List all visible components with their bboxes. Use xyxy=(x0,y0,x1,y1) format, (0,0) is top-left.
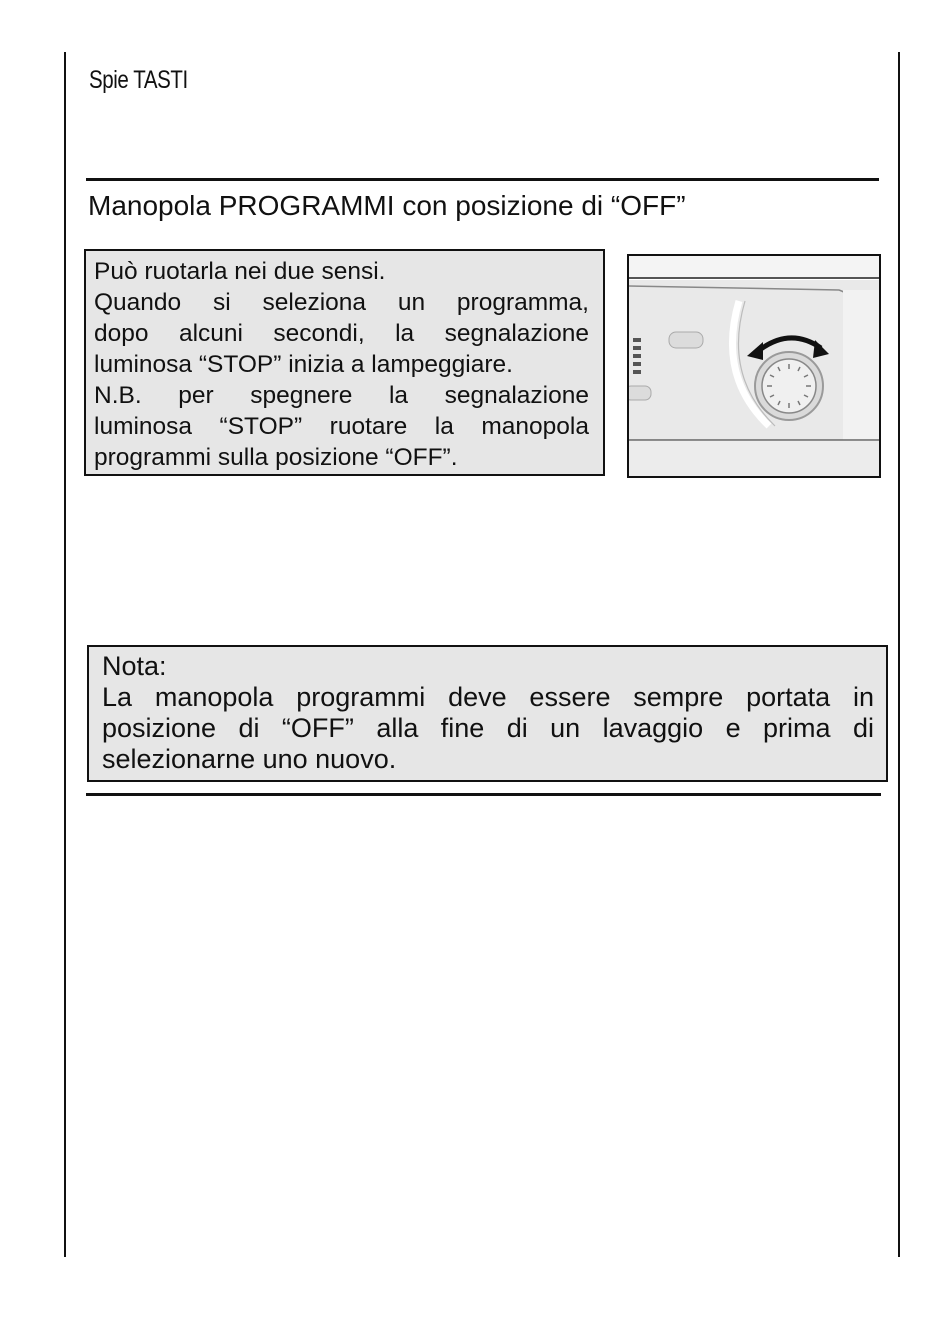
bottom-divider xyxy=(86,793,881,796)
note-label: Nota: xyxy=(102,651,167,681)
program-knob-illustration-svg xyxy=(629,256,879,476)
info-line: N.B. per spegnere la segnalazione xyxy=(94,382,589,409)
section-title: Manopola PROGRAMMI con posizione di “OFF” xyxy=(88,190,686,221)
left-margin-line xyxy=(64,52,66,1257)
info-line: dopo alcuni secondi, la segnalazione xyxy=(94,320,589,347)
info-line: Può ruotarla nei due sensi. xyxy=(94,258,386,285)
note-line: posizione di “OFF” alla fine di un lavaggio e prima di xyxy=(102,713,874,743)
info-line: programmi sulla posizione “OFF”. xyxy=(94,444,458,471)
info-line: Quando si seleziona un programma, xyxy=(94,289,589,316)
program-knob-illustration xyxy=(627,254,881,478)
top-divider xyxy=(86,178,879,181)
right-margin-line xyxy=(898,52,900,1257)
note-box xyxy=(87,645,888,782)
info-line: luminosa “STOP” inizia a lampeggiare. xyxy=(94,351,513,378)
page-header: Spie TASTI xyxy=(89,66,188,94)
note-line: La manopola programmi deve essere sempre portata in xyxy=(102,682,874,712)
info-box xyxy=(84,249,605,476)
note-line: selezionarne uno nuovo. xyxy=(102,744,397,774)
info-line: luminosa “STOP” ruotare la manopola xyxy=(94,413,589,440)
